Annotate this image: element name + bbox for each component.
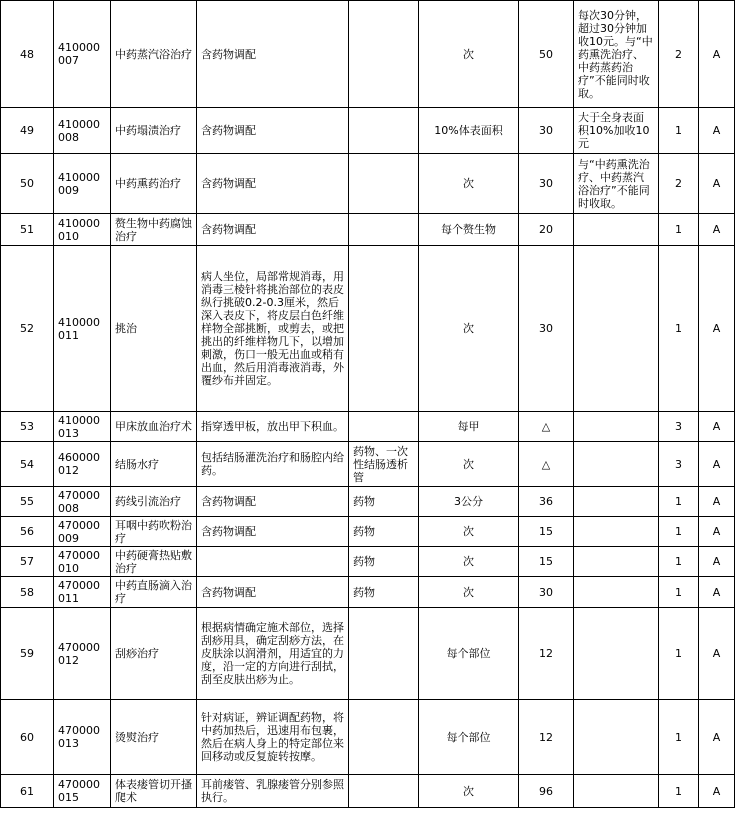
cell-name: 烫熨治疗 bbox=[111, 700, 197, 775]
cell-unit: 10%体表面积 bbox=[419, 108, 519, 154]
cell-seq: 59 bbox=[1, 608, 54, 700]
cell-note bbox=[574, 608, 659, 700]
cell-note bbox=[574, 412, 659, 442]
cell-content: 含药物调配 bbox=[197, 154, 349, 214]
table-row bbox=[1, 154, 735, 214]
cell-except bbox=[349, 608, 419, 700]
cell-except bbox=[349, 775, 419, 808]
cell-unit: 次 bbox=[419, 1, 519, 108]
cell-grade: 1 bbox=[659, 547, 699, 577]
cell-except bbox=[349, 246, 419, 412]
table-row bbox=[1, 547, 735, 577]
cell-seq: 61 bbox=[1, 775, 54, 808]
cell-name: 中药蒸汽浴治疗 bbox=[111, 1, 197, 108]
cell-price: 30 bbox=[519, 108, 574, 154]
cell-unit: 次 bbox=[419, 517, 519, 547]
cell-seq: 48 bbox=[1, 1, 54, 108]
cell-grade: 1 bbox=[659, 487, 699, 517]
cell-unit: 每个部位 bbox=[419, 608, 519, 700]
cell-except bbox=[349, 412, 419, 442]
cell-code: 410000013 bbox=[54, 412, 111, 442]
cell-except bbox=[349, 154, 419, 214]
cell-except bbox=[349, 214, 419, 246]
cell-grade: 1 bbox=[659, 214, 699, 246]
cell-note bbox=[574, 547, 659, 577]
cell-grade: 1 bbox=[659, 700, 699, 775]
cell-except: 药物 bbox=[349, 547, 419, 577]
cell-class: A bbox=[699, 108, 735, 154]
table-row bbox=[1, 700, 735, 775]
cell-class: A bbox=[699, 517, 735, 547]
cell-content: 根据病情确定施术部位，选择刮痧用具，确定刮痧方法，在皮肤涂以润滑剂，用适宜的力度，沿一定的方向进行刮拭，刮至皮肤出痧为止。 bbox=[197, 608, 349, 700]
cell-note bbox=[574, 487, 659, 517]
cell-note bbox=[574, 775, 659, 808]
cell-price: 30 bbox=[519, 577, 574, 608]
cell-unit: 次 bbox=[419, 246, 519, 412]
cell-class: A bbox=[699, 608, 735, 700]
cell-content: 含药物调配 bbox=[197, 577, 349, 608]
cell-grade: 1 bbox=[659, 577, 699, 608]
cell-seq: 58 bbox=[1, 577, 54, 608]
table-row bbox=[1, 1, 735, 108]
cell-class: A bbox=[699, 442, 735, 487]
cell-grade: 1 bbox=[659, 108, 699, 154]
cell-class: A bbox=[699, 577, 735, 608]
cell-except bbox=[349, 700, 419, 775]
cell-unit: 每甲 bbox=[419, 412, 519, 442]
cell-price: 30 bbox=[519, 154, 574, 214]
cell-name: 中药直肠滴入治疗 bbox=[111, 577, 197, 608]
cell-code: 470000010 bbox=[54, 547, 111, 577]
cell-price: 15 bbox=[519, 547, 574, 577]
table-row bbox=[1, 487, 735, 517]
cell-note: 与“中药熏洗治疗、中药蒸汽浴治疗”不能同时收取。 bbox=[574, 154, 659, 214]
cell-code: 410000010 bbox=[54, 214, 111, 246]
cell-except bbox=[349, 1, 419, 108]
cell-name: 耳咽中药吹粉治疗 bbox=[111, 517, 197, 547]
cell-price: 30 bbox=[519, 246, 574, 412]
table-row bbox=[1, 517, 735, 547]
cell-class: A bbox=[699, 487, 735, 517]
cell-price: △ bbox=[519, 442, 574, 487]
cell-grade: 3 bbox=[659, 412, 699, 442]
cell-name: 中药熏药治疗 bbox=[111, 154, 197, 214]
cell-class: A bbox=[699, 412, 735, 442]
cell-code: 470000013 bbox=[54, 700, 111, 775]
cell-grade: 1 bbox=[659, 608, 699, 700]
cell-unit: 次 bbox=[419, 775, 519, 808]
cell-class: A bbox=[699, 154, 735, 214]
cell-code: 470000008 bbox=[54, 487, 111, 517]
cell-unit: 次 bbox=[419, 547, 519, 577]
cell-content: 指穿透甲板，放出甲下积血。 bbox=[197, 412, 349, 442]
cell-content: 含药物调配 bbox=[197, 214, 349, 246]
cell-code: 470000009 bbox=[54, 517, 111, 547]
cell-grade: 2 bbox=[659, 154, 699, 214]
table-row bbox=[1, 775, 735, 808]
table-row bbox=[1, 108, 735, 154]
cell-note bbox=[574, 214, 659, 246]
cell-unit: 3公分 bbox=[419, 487, 519, 517]
cell-except: 药物 bbox=[349, 487, 419, 517]
cell-grade: 1 bbox=[659, 246, 699, 412]
cell-seq: 49 bbox=[1, 108, 54, 154]
cell-class: A bbox=[699, 1, 735, 108]
cell-note bbox=[574, 246, 659, 412]
cell-note bbox=[574, 517, 659, 547]
cell-class: A bbox=[699, 775, 735, 808]
cell-code: 410000007 bbox=[54, 1, 111, 108]
cell-price: 96 bbox=[519, 775, 574, 808]
cell-note: 每次30分钟，超过30分钟加收10元。与“中药熏洗治疗、中药蒸药治疗”不能同时收取。 bbox=[574, 1, 659, 108]
cell-name: 甲床放血治疗术 bbox=[111, 412, 197, 442]
cell-seq: 53 bbox=[1, 412, 54, 442]
cell-unit: 次 bbox=[419, 442, 519, 487]
cell-name: 中药硬膏热贴敷治疗 bbox=[111, 547, 197, 577]
cell-seq: 55 bbox=[1, 487, 54, 517]
cell-seq: 57 bbox=[1, 547, 54, 577]
cell-price: 36 bbox=[519, 487, 574, 517]
cell-code: 460000012 bbox=[54, 442, 111, 487]
cell-name: 刮痧治疗 bbox=[111, 608, 197, 700]
cell-note: 大于全身表面积10%加收10元 bbox=[574, 108, 659, 154]
cell-content: 包括结肠灌洗治疗和肠腔内给药。 bbox=[197, 442, 349, 487]
cell-except: 药物、一次性结肠透析管 bbox=[349, 442, 419, 487]
cell-note bbox=[574, 442, 659, 487]
cell-name: 赘生物中药腐蚀治疗 bbox=[111, 214, 197, 246]
cell-except: 药物 bbox=[349, 517, 419, 547]
cell-content: 针对病证，辨证调配药物，将中药加热后，迅速用布包裹，然后在病人身上的特定部位来回移动或反复旋转按摩。 bbox=[197, 700, 349, 775]
cell-code: 410000008 bbox=[54, 108, 111, 154]
cell-code: 470000012 bbox=[54, 608, 111, 700]
table-row bbox=[1, 442, 735, 487]
cell-name: 挑治 bbox=[111, 246, 197, 412]
cell-unit: 每个部位 bbox=[419, 700, 519, 775]
table-row bbox=[1, 246, 735, 412]
cell-name: 体表瘘管切开搔爬术 bbox=[111, 775, 197, 808]
cell-name: 中药塌渍治疗 bbox=[111, 108, 197, 154]
cell-content: 耳前瘘管、乳腺瘘管分别参照执行。 bbox=[197, 775, 349, 808]
cell-unit: 次 bbox=[419, 154, 519, 214]
cell-content bbox=[197, 547, 349, 577]
cell-price: 15 bbox=[519, 517, 574, 547]
cell-code: 470000015 bbox=[54, 775, 111, 808]
table-row bbox=[1, 214, 735, 246]
cell-except: 药物 bbox=[349, 577, 419, 608]
cell-content: 含药物调配 bbox=[197, 108, 349, 154]
cell-note bbox=[574, 700, 659, 775]
cell-note bbox=[574, 577, 659, 608]
cell-except bbox=[349, 108, 419, 154]
table-row bbox=[1, 577, 735, 608]
cell-content: 含药物调配 bbox=[197, 517, 349, 547]
cell-price: 12 bbox=[519, 700, 574, 775]
cell-grade: 2 bbox=[659, 1, 699, 108]
table-row bbox=[1, 608, 735, 700]
cell-class: A bbox=[699, 214, 735, 246]
cell-seq: 51 bbox=[1, 214, 54, 246]
cell-seq: 50 bbox=[1, 154, 54, 214]
cell-grade: 3 bbox=[659, 442, 699, 487]
cell-code: 410000011 bbox=[54, 246, 111, 412]
cell-grade: 1 bbox=[659, 517, 699, 547]
cell-price: 12 bbox=[519, 608, 574, 700]
cell-class: A bbox=[699, 700, 735, 775]
cell-content: 含药物调配 bbox=[197, 1, 349, 108]
cell-price: △ bbox=[519, 412, 574, 442]
cell-price: 20 bbox=[519, 214, 574, 246]
cell-unit: 每个赘生物 bbox=[419, 214, 519, 246]
cell-seq: 52 bbox=[1, 246, 54, 412]
cell-unit: 次 bbox=[419, 577, 519, 608]
cell-code: 470000011 bbox=[54, 577, 111, 608]
cell-class: A bbox=[699, 547, 735, 577]
cell-grade: 1 bbox=[659, 775, 699, 808]
cell-seq: 56 bbox=[1, 517, 54, 547]
table-row bbox=[1, 412, 735, 442]
cell-seq: 60 bbox=[1, 700, 54, 775]
cell-content: 病人坐位，局部常规消毒，用消毒三棱针将挑治部位的表皮纵行挑破0.2-0.3厘米，然后深入表皮下，将皮层白色纤维样物全部挑断，或剪去，或把挑出的纤维样物几下，以增加刺激，伤口一般无出血或稍有出血，然后用消毒液消毒，外覆纱布并固定。 bbox=[197, 246, 349, 412]
cell-class: A bbox=[699, 246, 735, 412]
cell-price: 50 bbox=[519, 1, 574, 108]
cell-content: 含药物调配 bbox=[197, 487, 349, 517]
cell-name: 结肠水疗 bbox=[111, 442, 197, 487]
cell-name: 药线引流治疗 bbox=[111, 487, 197, 517]
cell-code: 410000009 bbox=[54, 154, 111, 214]
cell-seq: 54 bbox=[1, 442, 54, 487]
